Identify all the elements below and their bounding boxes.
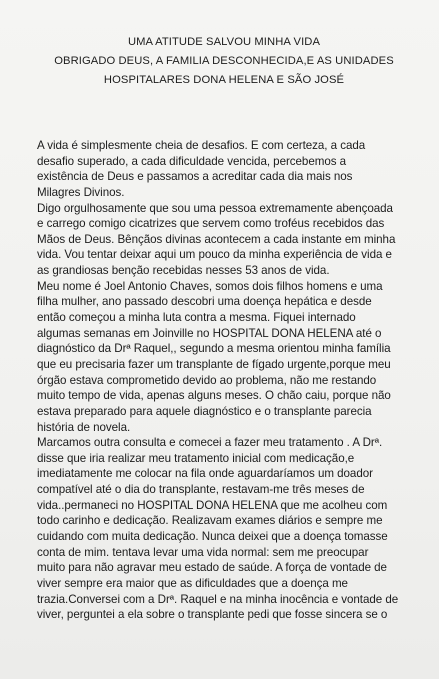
text-line: história de novela. (37, 420, 131, 434)
text-line: vida..permaneci no HOSPITAL DONA HELENA que me acolheu com (37, 498, 388, 512)
text-line: disse que iria realizar meu tratamento inicial com medicação,e (37, 451, 355, 465)
text-line: Mãos de Deus. Bênçãos divinas acontecem a cada instante em minha (37, 232, 396, 246)
document-body (37, 138, 425, 623)
text-line: conta de mim. tentava levar uma vida normal: sem me preocupar (37, 545, 369, 559)
text-line: Marcamos outra consulta e comecei a fazer meu tratamento . A Drª. (37, 436, 383, 450)
document-subtitle-line-2: HOSPITALARES DONA HELENA E SÃO JOSÉ (103, 74, 345, 86)
text-line: Milagres Divinos. (37, 185, 125, 199)
text-line: algumas semanas em Joinville no HOSPITAL DONA HELENA até o (37, 326, 382, 340)
text-line: trazia.Conversei com a Drª. Raquel e na minha inocência e vontade de (37, 592, 399, 606)
text-line: desafio superado, a cada dificuldade vencida, percebemos a (37, 154, 347, 168)
text-line: filha mulher, ano passado descobri uma doença hepática e desde (37, 295, 372, 309)
document-header (23, 33, 425, 90)
text-line: A vida é simplesmente cheia de desafios. E com certeza, a cada (37, 139, 366, 152)
text-line: imediatamente me colocar na fila onde aguardaríamos um doador (37, 467, 373, 481)
text-line: as grandiosas benção recebidas nesses 53 anos de vida. (37, 264, 330, 278)
text-line: órgão estava comprometido devido ao problema, não me restando (37, 373, 377, 387)
text-line: que eu precisaria fazer um transplante de fígado urgente,porque meu (37, 357, 391, 371)
text-line: muito tempo de vida, apenas alguns meses. O chão caiu, porque não (37, 389, 391, 403)
text-line: muito para não agravar meu estado de saúde. A força de vontade de (37, 561, 387, 575)
text-line: diagnóstico da Drª Raquel,, segundo a mesma orientou minha família (37, 342, 391, 356)
text-line: então começou a minha luta contra a mesma. Fiquei internado (37, 311, 356, 325)
document-subtitle-line-1: OBRIGADO DEUS, A FAMILIA DESCONHECIDA,E AS UNIDADES (54, 55, 394, 67)
text-line: todo carinho e dedicação. Realizavam exames diários e sempre me (37, 514, 383, 528)
text-line: estava preparado para aquele diagnóstico e o transplante parecia (37, 404, 372, 418)
text-line: e carrego comigo cicatrizes que servem como troféus recebidos das (37, 217, 385, 231)
text-line: existência de Deus e passamos a acreditar cada dia mais nos (37, 170, 353, 184)
text-line: Digo orgulhosamente que sou uma pessoa extremamente abençoada (37, 201, 393, 215)
text-line: Meu nome é Joel Antonio Chaves, somos dois filhos homens e uma (37, 279, 383, 293)
text-line: viver sempre era maior que as dificuldades que a doença me (37, 576, 348, 590)
text-line: cuidando com muita dedicação. Nunca deixei que a doença tomasse (37, 530, 388, 544)
document-title: UMA ATITUDE SALVOU MINHA VIDA (127, 36, 321, 48)
text-line: compatível até o dia do transplante, restavam-me três meses de (37, 483, 365, 497)
text-line: viver, perguntei a ela sobre o transplante pedi que fosse sincera se o (37, 608, 388, 622)
text-line: vida. Vou tentar deixar aqui um pouco da minha experiência de vida e (37, 248, 392, 262)
